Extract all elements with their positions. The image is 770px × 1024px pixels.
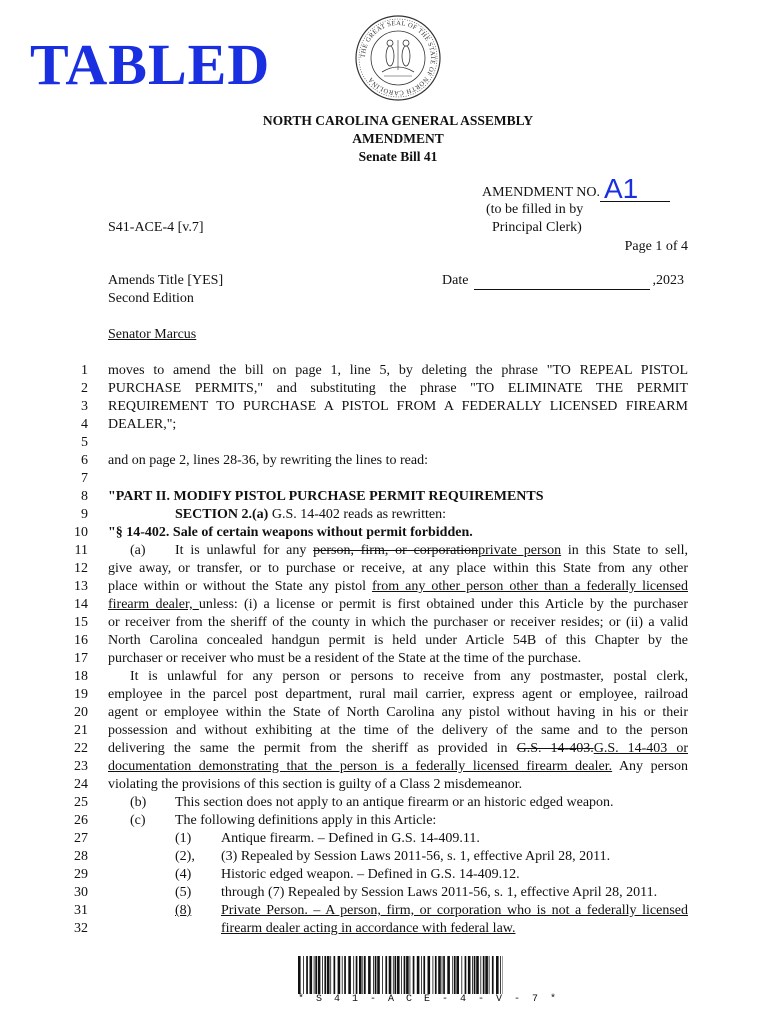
definition-number: (8) [175,903,192,918]
edition: Second Edition [108,291,194,306]
definition-line [108,920,688,938]
date-field [442,272,684,290]
barcode-bar [406,956,409,994]
barcode [298,956,503,994]
barcode-bar [344,956,346,994]
amendment-number-label: AMENDMENT NO. [482,185,600,200]
barcode-bar [334,956,336,994]
body-line: agent or employee within the State of North Carolina any pistol without having in his or their [108,705,688,720]
inserted-text: firearm dealer acting in accordance with federal law. [221,921,516,936]
line-number: 25 [74,795,88,810]
barcode-bar [373,956,374,994]
line-number: 24 [74,777,88,792]
section-text: G.S. 14-402 reads as rewritten: [268,507,447,522]
barcode-bar [442,956,443,994]
date-year: ,2023 [652,273,684,288]
line-number: 23 [74,759,88,774]
barcode-bar [338,956,341,994]
amendment-number-blank [600,173,670,204]
body-text: delivering the same the permit from the sheriff as provided in [108,741,517,756]
definition-line [108,848,688,866]
barcode-bar [483,956,485,994]
barcode-bar [315,956,317,994]
line-number: 8 [81,489,88,504]
definition-number: (5) [175,885,192,900]
barcode-bar [377,956,380,994]
barcode-bar [489,956,490,994]
senator-name: Senator Marcus [108,327,197,342]
line-number: 11 [74,543,88,558]
subsection-label: (c) [130,813,146,828]
barcode-bar [395,956,397,994]
body-line: possession and without exhibiting at the time of the delivery of the same and to the person [108,723,688,738]
barcode-bar [348,956,351,994]
body-text: Historic edged weapon. – Defined in G.S. 14-409.12. [221,867,520,882]
barcode-text: * S 4 1 - A C E - 4 - V - 7 * [298,994,560,1005]
barcode-bar [438,956,441,994]
line-number: 32 [74,921,88,936]
body-text: Any person [612,759,688,774]
body-line: REQUIREMENT TO PURCHASE A PISTOL FROM A FEDERALLY LICENSED FIREARM [108,399,688,414]
date-label: Date [442,273,469,288]
bill-heading: Senate Bill 41 [358,149,438,164]
barcode-bar [362,956,363,994]
body-line [108,740,688,758]
assembly-heading: NORTH CAROLINA GENERAL ASSEMBLY [262,113,534,128]
deleted-text: G.S. 14-403. [516,741,594,756]
inserted-text: private person [478,543,562,558]
subsection-a-line [108,542,688,560]
body-line: violating the provisions of this section is guilty of a Class 2 misdemeanor. [108,777,523,792]
line-number: 20 [74,705,88,720]
barcode-bar [330,956,331,994]
barcode-bar [393,956,394,994]
definition-line [108,884,688,902]
barcode-bar [401,956,402,994]
amendment-heading: AMENDMENT [352,131,444,146]
definition-number: (4) [175,867,192,882]
body-line: purchaser or receiver who must be a resident of the State at the time of the purchase. [108,651,582,666]
barcode-bar [480,956,481,994]
line-number: 16 [74,633,88,648]
barcode-bar [443,956,445,994]
body-text: in this State to sell, [561,543,688,558]
barcode-bar [452,956,453,994]
line-number: 15 [74,615,88,630]
clerk-note-line-1: (to be filled in by [486,202,584,217]
barcode-bar [318,956,321,994]
body-line: employee in the parcel post department, rural mail carrier, express agent or employee, railroad [108,687,688,702]
barcode-bar [428,956,431,994]
state-seal-icon [354,14,442,102]
barcode-bar [356,956,358,994]
line-number: 26 [74,813,88,828]
barcode-bar [303,956,304,994]
barcode-bar [306,956,308,994]
subsection-label: (a) [130,543,146,558]
barcode-bar [327,956,330,994]
barcode-bar [314,956,315,994]
body-line: PURCHASE PERMITS," and substituting the phrase "TO ELIMINATE THE PERMIT [108,381,688,396]
body-line: DEALER,"; [108,417,177,432]
barcode-bar [310,956,313,994]
subsection-label: (b) [130,795,147,810]
barcode-bar [456,956,459,994]
barcode-bar [368,956,371,994]
body-text: through (7) Repealed by Session Laws 2011-56, s. 1, effective April 28, 2011. [221,885,658,900]
barcode-bar [385,956,387,994]
barcode-bar [485,956,488,994]
barcode-bar [421,956,422,994]
body-line: or receiver from the sheriff of the county in which the purchaser or receiver resides; or (ii) a valid [108,615,688,630]
inserted-text: documentation demonstrating that the person is a federally licensed firearm dealer. [108,759,613,774]
definition-number: (2), [175,849,195,864]
page-indicator: Page 1 of 4 [624,239,688,254]
line-number: 6 [81,453,88,468]
tabled-stamp: TABLED [30,32,271,97]
definition-line [108,866,688,884]
body-text: Antique firearm. – Defined in G.S. 14-409.11. [221,831,480,846]
line-number: 28 [74,849,88,864]
inserted-text: G.S. 14-403 or [593,741,688,756]
amends-title: Amends Title [YES] [108,273,224,288]
line-number: 9 [81,507,88,522]
deleted-text: person, firm, or corporation [313,543,479,558]
barcode-bar [322,956,323,994]
section-label: SECTION 2.(a) [175,507,269,522]
barcode-bar [324,956,326,994]
line-number: 31 [74,903,88,918]
seal-text: THE GREAT SEAL OF THE STATE OF NORTH CAROLINA [359,19,437,97]
section-line [108,506,688,524]
clerk-note-line-2: Principal Clerk) [492,220,582,235]
body-line [108,596,688,614]
date-blank [474,274,650,290]
barcode-bar [496,956,499,994]
barcode-bar [298,956,301,994]
barcode-bar [472,956,473,994]
body-line [108,578,688,596]
part-heading: "PART II. MODIFY PISTOL PURCHASE PERMIT REQUIREMENTS [108,489,544,504]
body-line [108,758,688,776]
line-number: 4 [81,417,88,432]
barcode-bar [492,956,494,994]
barcode-bar [461,956,462,994]
line-number: 1 [81,363,88,378]
barcode-bar [389,956,392,994]
body-line: It is unlawful for any person or persons to receive from any postmaster, postal clerk, [130,669,688,684]
line-number: 3 [81,399,88,414]
line-number: 18 [74,669,88,684]
barcode-bar [454,956,456,994]
body-line: give away, or transfer, or to purchase or receive, at any place within this State from any other [108,561,688,576]
barcode-bar [447,956,450,994]
amendment-number-value: A1 [603,173,639,204]
barcode-bar [359,956,362,994]
barcode-bar [342,956,343,994]
line-number: 19 [74,687,88,702]
barcode-bar [468,956,471,994]
body-line: North Carolina concealed handgun permit is held under Article 54B of this Chapter by the [108,633,688,648]
inserted-text: firearm dealer, [108,597,199,612]
line-number: 22 [74,741,88,756]
body-text: It is unlawful for any [175,543,314,558]
definition-line [108,830,688,848]
body-line: and on page 2, lines 28-36, by rewriting the lines to read: [108,453,428,468]
line-number: 30 [74,885,88,900]
line-number: 10 [74,525,88,540]
amendment-number [482,173,670,204]
subsection-c-line [108,812,688,830]
barcode-bar [413,956,415,994]
line-number: 5 [81,435,88,450]
amendment-code: S41-ACE-4 [v.7] [108,220,204,235]
statute-heading: "§ 14-402. Sale of certain weapons without permit forbidden. [108,525,473,540]
barcode-bar [375,956,377,994]
body-text: (3) Repealed by Session Laws 2011-56, s. 1, effective April 28, 2011. [221,849,611,864]
barcode-bar [382,956,383,994]
barcode-bar [500,956,501,994]
line-number: 17 [74,651,88,666]
barcode-bar [364,956,366,994]
line-number: 21 [74,723,88,738]
barcode-bar [433,956,434,994]
body-text: unless: (i) a license or permit is first obtained under this Article by the purchaser [198,597,688,612]
line-number: 27 [74,831,88,846]
barcode-bar [417,956,420,994]
definition-line [108,902,688,920]
line-number: 12 [74,561,88,576]
line-number: 13 [74,579,88,594]
line-number: 2 [81,381,88,396]
subsection-b-line [108,794,688,812]
line-number: 14 [74,597,88,612]
barcode-bar [404,956,406,994]
inserted-text: Private Person. – A person, firm, or corporation who is not a federally licensed [221,903,688,918]
barcode-bar [397,956,400,994]
barcode-bar [410,956,411,994]
body-text: The following definitions apply in this Article: [175,813,437,828]
inserted-text: from any other person other than a federally licensed [371,579,688,594]
barcode-bar [465,956,467,994]
barcode-bar [474,956,476,994]
line-number: 29 [74,867,88,882]
barcode-bar [423,956,425,994]
barcode-bar [435,956,437,994]
body-line: moves to amend the bill on page 1, line 5, by deleting the phrase "TO REPEAL PISTOL [108,363,688,378]
body-text: This section does not apply to an antique firearm or an historic edged weapon. [175,795,614,810]
barcode-bar [476,956,479,994]
definition-number: (1) [175,831,192,846]
body-text: place within or without the State any pistol [108,579,372,594]
barcode-bar [353,956,354,994]
line-number: 7 [81,471,88,486]
